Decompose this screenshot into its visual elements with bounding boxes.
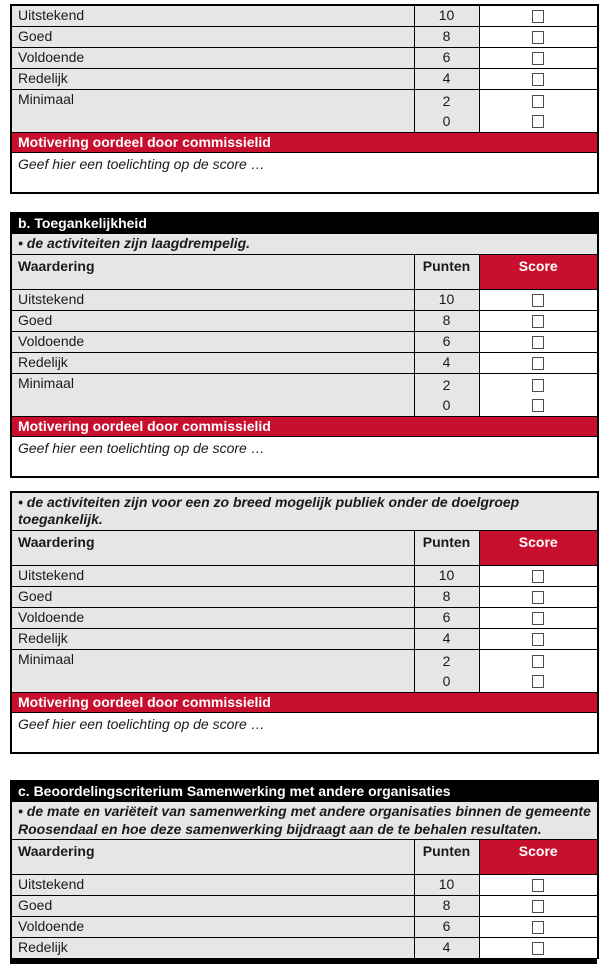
score-checkbox[interactable]: [532, 115, 544, 128]
column-header-score: Score: [479, 840, 598, 875]
toelichting-placeholder[interactable]: Geef hier een toelichting op de score …: [11, 437, 598, 477]
score-checkbox[interactable]: [532, 95, 544, 108]
toelichting-placeholder[interactable]: Geef hier een toelichting op de score …: [11, 713, 598, 753]
rating-row: [11, 586, 598, 607]
points-value: 2: [442, 376, 451, 393]
points-value: 8: [414, 26, 479, 47]
column-header-score: Score: [479, 530, 598, 565]
section-header-row: [11, 781, 598, 802]
points-value: 4: [414, 938, 479, 959]
score-checkbox[interactable]: [532, 31, 544, 44]
points-value: 4: [414, 628, 479, 649]
score-checkbox[interactable]: [532, 921, 544, 934]
score-checkbox[interactable]: [532, 675, 544, 688]
rating-label: Voldoende: [11, 47, 414, 68]
rating-table-b2: [10, 491, 599, 754]
column-header-row: [11, 530, 598, 565]
score-checkbox[interactable]: [532, 357, 544, 370]
toelichting-placeholder[interactable]: Geef hier een toelichting op de score …: [11, 153, 598, 193]
score-checkbox[interactable]: [532, 612, 544, 625]
column-header-punten: Punten: [414, 254, 479, 289]
rating-row: [11, 5, 598, 26]
points-value: 8: [414, 896, 479, 917]
rating-label: Minimaal: [11, 649, 414, 692]
points-value: 6: [414, 607, 479, 628]
rating-row: [11, 26, 598, 47]
column-header-waardering: Waardering: [11, 254, 414, 289]
column-header-waardering: Waardering: [11, 840, 414, 875]
clipped-next-row-strip: [10, 959, 597, 964]
rating-label: Redelijk: [11, 938, 414, 959]
rating-table-b: [10, 212, 599, 478]
section-title: c. Beoordelingscriterium Samenwerking met andere organisaties: [11, 781, 598, 802]
rating-table-partial: [10, 4, 599, 194]
criterion-text: • de activiteiten zijn voor een zo breed mogelijk publiek onder de doelgroep toegankelijk.: [11, 492, 598, 531]
rating-row-minimaal: [11, 373, 598, 416]
points-value: 6: [414, 331, 479, 352]
points-value: 2: [442, 92, 451, 109]
score-checkbox[interactable]: [532, 73, 544, 86]
points-value: 2: [442, 652, 451, 669]
points-value: 8: [414, 310, 479, 331]
points-value: 10: [414, 5, 479, 26]
rating-row: [11, 331, 598, 352]
score-checkbox[interactable]: [532, 336, 544, 349]
rating-label: Redelijk: [11, 352, 414, 373]
rating-row: [11, 565, 598, 586]
motivering-header: Motivering oordeel door commissielid: [11, 692, 598, 713]
rating-row: [11, 628, 598, 649]
score-checkbox[interactable]: [532, 942, 544, 955]
score-checkbox[interactable]: [532, 379, 544, 392]
criterion-row: [11, 492, 598, 531]
criterion-text: • de activiteiten zijn laagdrempelig.: [11, 234, 598, 255]
rating-label: Goed: [11, 26, 414, 47]
points-value: 6: [414, 47, 479, 68]
toelichting-row: [11, 437, 598, 477]
column-header-punten: Punten: [414, 840, 479, 875]
rating-row-minimaal: [11, 89, 598, 132]
motivering-row: [11, 692, 598, 713]
rating-label: Redelijk: [11, 68, 414, 89]
score-checkbox[interactable]: [532, 570, 544, 583]
rating-label: Minimaal: [11, 373, 414, 416]
score-checkbox[interactable]: [532, 399, 544, 412]
rating-label: Goed: [11, 310, 414, 331]
points-value: 10: [414, 289, 479, 310]
motivering-header: Motivering oordeel door commissielid: [11, 132, 598, 153]
score-checkbox[interactable]: [532, 315, 544, 328]
rating-row: [11, 938, 598, 959]
criterion-row: [11, 802, 598, 840]
points-value: 4: [414, 352, 479, 373]
points-value: 0: [442, 672, 451, 689]
rating-label: Goed: [11, 586, 414, 607]
points-value: 0: [442, 396, 451, 413]
column-header-row: [11, 254, 598, 289]
rating-label: Goed: [11, 896, 414, 917]
toelichting-row: [11, 153, 598, 193]
column-header-score: Score: [479, 254, 598, 289]
score-checkbox[interactable]: [532, 900, 544, 913]
rating-row-minimaal: [11, 649, 598, 692]
rating-row: [11, 917, 598, 938]
column-header-punten: Punten: [414, 530, 479, 565]
motivering-header: Motivering oordeel door commissielid: [11, 416, 598, 437]
rating-label: Uitstekend: [11, 875, 414, 896]
rating-label: Redelijk: [11, 628, 414, 649]
points-value: 0: [442, 112, 451, 129]
rating-row: [11, 896, 598, 917]
column-header-waardering: Waardering: [11, 530, 414, 565]
rating-table-c: [10, 780, 599, 960]
rating-label: Voldoende: [11, 917, 414, 938]
points-value: 6: [414, 917, 479, 938]
rating-label: Minimaal: [11, 89, 414, 132]
criterion-text: • de mate en variëteit van samenwerking met andere organisaties binnen de gemeente Roosendaal en hoe deze samenwerking bijdraagt aan de te behalen resultaten.: [11, 802, 598, 840]
rating-row: [11, 68, 598, 89]
rating-label: Uitstekend: [11, 5, 414, 26]
score-checkbox[interactable]: [532, 10, 544, 23]
section-title: b. Toegankelijkheid: [11, 213, 598, 234]
toelichting-row: [11, 713, 598, 753]
rating-label: Voldoende: [11, 331, 414, 352]
score-checkbox[interactable]: [532, 655, 544, 668]
rating-row: [11, 875, 598, 896]
rating-label: Voldoende: [11, 607, 414, 628]
motivering-row: [11, 132, 598, 153]
points-value: 10: [414, 875, 479, 896]
rating-row: [11, 310, 598, 331]
points-value: 10: [414, 565, 479, 586]
score-checkbox[interactable]: [532, 52, 544, 65]
column-header-row: [11, 840, 598, 875]
criterion-row: [11, 234, 598, 255]
rating-label: Uitstekend: [11, 289, 414, 310]
rating-row: [11, 289, 598, 310]
points-value: 8: [414, 586, 479, 607]
score-checkbox[interactable]: [532, 879, 544, 892]
document-page: [0, 4, 608, 956]
rating-row: [11, 607, 598, 628]
score-checkbox[interactable]: [532, 294, 544, 307]
motivering-row: [11, 416, 598, 437]
points-value: 4: [414, 68, 479, 89]
rating-row: [11, 47, 598, 68]
score-checkbox[interactable]: [532, 633, 544, 646]
section-header-row: [11, 213, 598, 234]
rating-row: [11, 352, 598, 373]
score-checkbox[interactable]: [532, 591, 544, 604]
rating-label: Uitstekend: [11, 565, 414, 586]
